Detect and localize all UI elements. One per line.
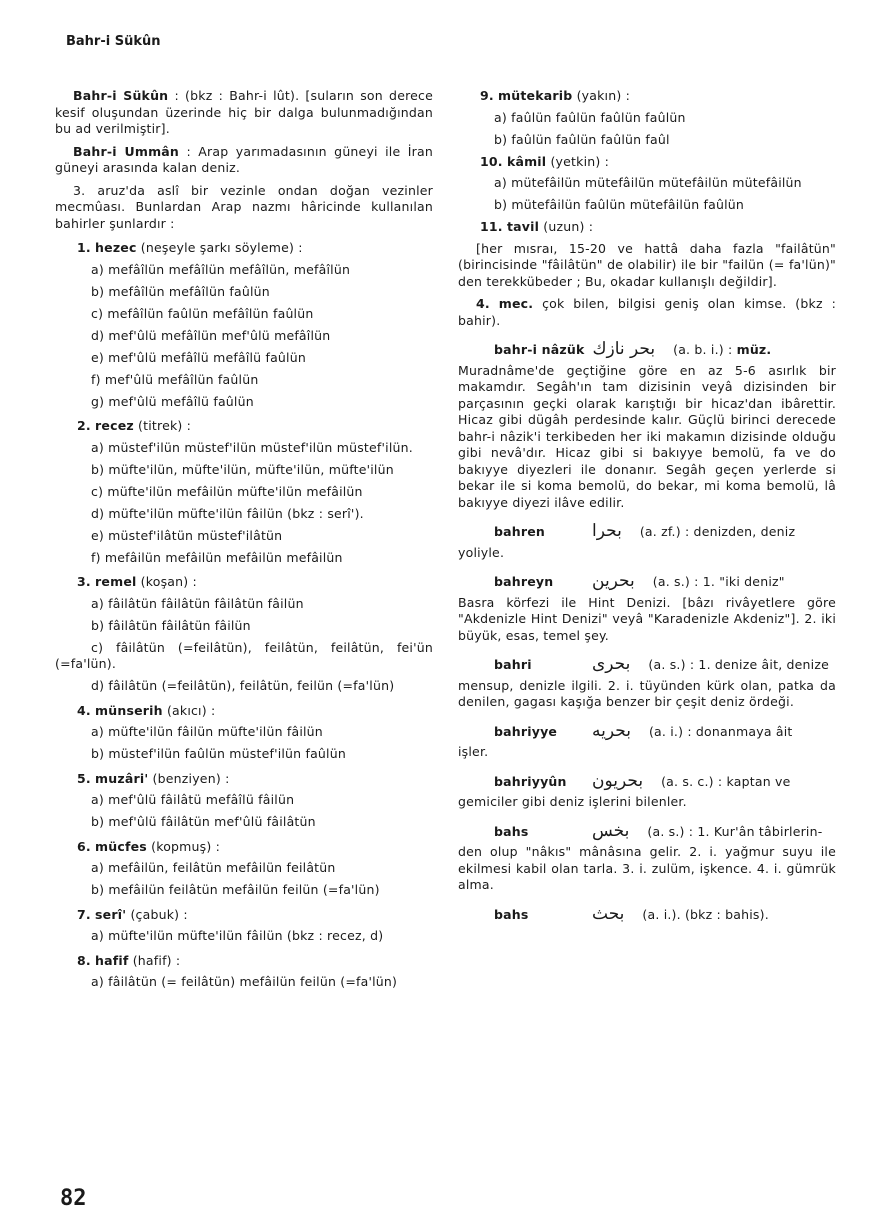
meter-list bbox=[55, 860, 433, 899]
entry-bahriyye bbox=[458, 720, 836, 741]
headword: bahren bbox=[494, 524, 546, 539]
meter-variant: a) müfte'ilün müfte'ilün fâilün (bkz : recez, d) bbox=[91, 928, 384, 943]
entry-bahreyn bbox=[458, 573, 836, 591]
definition-paragraph: 3. aruz'da aslî bir vezinle ondan doğan vezinler mecmûası. Bunlardan Arap nazmı hâricinde kullanılan bahirler şunlardır : bbox=[55, 182, 433, 231]
meter-variant: f) mefâilün mefâilün mefâilün mefâilün bbox=[91, 549, 343, 565]
meter-variant: a) müfte'ilün fâilün müfte'ilün fâilün bbox=[91, 724, 323, 739]
grammar-gloss: (a. s.) : 1. "iki deniz" bbox=[652, 574, 785, 589]
meter-list bbox=[55, 596, 433, 695]
meter-list bbox=[55, 440, 433, 567]
meter-variant: d) fâilâtün (=feilâtün), feilâtün, feilün (=fa'lün) bbox=[91, 678, 395, 693]
entry-bahs-2 bbox=[458, 903, 836, 924]
meter-variant: a) mefâilün, feilâtün mefâilün feilâtün bbox=[91, 860, 336, 875]
meter-list bbox=[55, 974, 433, 991]
meter-variant: a) mütefâilün mütefâilün mütefâilün mütefâilün bbox=[494, 175, 802, 190]
meter-heading: 5. muzâri' (benziyen) : bbox=[77, 770, 230, 786]
headword: Bahr-i Sükûn bbox=[73, 88, 169, 103]
headword: bahs bbox=[494, 906, 529, 922]
meter-heading: 4. münserih (akıcı) : bbox=[77, 702, 216, 718]
left-column bbox=[55, 88, 433, 996]
entry-bahri bbox=[458, 656, 836, 674]
meter-variant: d) mef'ûlü mefâîlün mef'ûlü mefâîlün bbox=[91, 327, 331, 343]
meter-variant: f) mef'ûlü mefâîlün faûlün bbox=[91, 371, 259, 387]
page-number: 82 bbox=[60, 1186, 87, 1211]
entry-bahren bbox=[458, 523, 836, 541]
meter-variant: b) müstef'ilün faûlün müstef'ilün faûlün bbox=[91, 746, 346, 761]
headword: bahriyyûn bbox=[494, 773, 567, 789]
grammar-gloss: (a. i.). (bkz : bahis). bbox=[642, 906, 769, 922]
running-header: Bahr-i Sükûn bbox=[66, 34, 161, 49]
headword: bahri bbox=[494, 657, 532, 672]
meter-heading: 3. remel (koşan) : bbox=[77, 574, 197, 589]
grammar-gloss: (a. b. i.) : müz. bbox=[673, 342, 772, 357]
definition: den olup "nâkıs" mânâsına gelir. 2. i. yağmur suyu ile ekilmesi kabil olan tarla. 3. i. zulüm, işkence. 4. i. gümrük alma. bbox=[458, 844, 836, 892]
meter-heading: 8. hafif (hafif) : bbox=[77, 952, 181, 968]
sense-4: 4. mec. çok bilen, bilgisi geniş olan kimse. (bkz : bahir). bbox=[458, 296, 836, 328]
meter-variant: b) fâilâtün fâilâtün fâilün bbox=[91, 617, 251, 633]
arabic-spelling: بحريه bbox=[592, 720, 631, 741]
meter-heading: 2. recez (titrek) : bbox=[77, 418, 192, 433]
grammar-gloss: (a. i.) : donanmaya âit bbox=[648, 723, 793, 739]
meter-variant: e) mef'ûlü mefâîlü mefâîlü faûlün bbox=[91, 349, 306, 365]
meter-variant: b) mef'ûlü fâilâtün mef'ûlü fâilâtün bbox=[91, 814, 316, 829]
grammar-gloss: (a. zf.) : denizden, deniz bbox=[639, 524, 796, 539]
meter-variant: b) mefâîlün mefâîlün faûlün bbox=[91, 283, 270, 299]
definition: : Arap yarımadasının güneyi ile İran güneyi arasında kalan deniz. bbox=[55, 143, 433, 175]
definition: Muradnâme'de geçtiğine göre en az 5-6 asırlık bir makamdır. Segâh'ın tam dizisinin veyâ dizisinden bir parçasının geçki olarak karıştığı bir hicaz'dan ibârettir. Hicaz gibi dügâh perdesinde kalır. Güçlü birinci derecede bahr-i nâzik'i terkibeden her iki makamın dizisinde olduğu gibi nevâ'dır. Hicaz gibi si bakıyye bemolü, fa ve do bakıyye diyezleri ile donanır. Segâh geçen yerlerde si bekar ile si koma bemolü, do bekar, mi koma bemolü, lâ bakıyye diyezi ilâve edilir. bbox=[458, 362, 836, 510]
meter-variant: d) müfte'ilün müfte'ilün fâilün (bkz : serî'). bbox=[91, 505, 364, 521]
arabic-spelling: بحرى bbox=[592, 654, 631, 674]
definition: yoliyle. bbox=[458, 544, 505, 560]
meter-variant: a) faûlün faûlün faûlün faûlün bbox=[494, 109, 686, 125]
meter-list bbox=[458, 175, 836, 214]
headword: bahr-i nâzük bbox=[494, 342, 585, 357]
right-column bbox=[458, 88, 836, 927]
entry-bahr-i-sukun bbox=[55, 88, 433, 138]
arabic-spelling: بحرا bbox=[592, 521, 622, 541]
arabic-spelling: بحث bbox=[592, 903, 625, 924]
meter-heading: 10. kâmil (yetkin) : bbox=[480, 153, 610, 169]
meter-variant: g) mef'ûlü mefâîlü faûlün bbox=[91, 393, 254, 409]
meter-variant: b) mütefâilün faûlün mütefâilün faûlün bbox=[494, 197, 744, 212]
meter-heading: 7. serî' (çabuk) : bbox=[77, 906, 188, 922]
headword: Bahr-i Ummân bbox=[73, 143, 180, 159]
definition: : (bkz : Bahr-i lût). [suların son derece kesif oluşundan üzerinde hiç bir dalga bulunmadığından bu ad verilmiştir]. bbox=[55, 88, 434, 136]
meter-heading: 6. mücfes (kopmuş) : bbox=[77, 838, 221, 854]
meter-variant: b) faûlün faûlün faûlün faûl bbox=[494, 131, 670, 147]
grammar-gloss: (a. s. c.) : kaptan ve bbox=[661, 773, 791, 789]
headword: bahs bbox=[494, 823, 529, 839]
meter-variant: a) mefâîlün mefâîlün mefâîlün, mefâîlün bbox=[91, 261, 351, 277]
meter-heading: 11. tavil (uzun) : bbox=[480, 219, 594, 234]
meter-variant: a) mef'ûlü fâilâtü mefâîlü fâilün bbox=[91, 792, 295, 807]
meter-variant: a) müstef'ilün müstef'ilün müstef'ilün müstef'ilün. bbox=[91, 439, 413, 455]
meter-variant: a) fâilâtün (= feilâtün) mefâilün feilün (=fa'lün) bbox=[91, 974, 398, 989]
meter-heading: 1. hezec (neşeyle şarkı söyleme) : bbox=[77, 240, 303, 255]
entry-bahs-1 bbox=[458, 820, 836, 841]
meter-list bbox=[55, 792, 433, 831]
meter-variant: c) mefâîlün faûlün mefâîlün faûlün bbox=[91, 305, 314, 321]
entry-bahr-i-umman bbox=[55, 144, 433, 177]
grammar-gloss: (a. s.) : 1. denize âit, denize bbox=[648, 657, 830, 672]
meter-list bbox=[55, 724, 433, 763]
entry-bahr-i-nazuk bbox=[458, 341, 836, 359]
arabic-spelling: بحرين bbox=[592, 571, 635, 591]
definition: gemiciler gibi deniz işlerini bilenler. bbox=[458, 794, 687, 809]
definition: mensup, denizle ilgili. 2. i. tüyünden kürk olan, patka da denilen, gagası kaşığa benzer bir çeşit deniz ördeği. bbox=[458, 677, 836, 709]
grammar-gloss: (a. s.) : 1. Kur'ân tâbirlerin- bbox=[647, 823, 823, 839]
headword: bahreyn bbox=[494, 574, 554, 589]
meter-variant: a) fâilâtün fâilâtün fâilâtün fâilün bbox=[91, 595, 304, 611]
entry-bahriyyun bbox=[458, 770, 836, 791]
meter-variant: c) müfte'ilün mefâilün müfte'ilün mefâilün bbox=[91, 483, 363, 499]
meter-list bbox=[458, 110, 836, 149]
meter-list bbox=[55, 262, 433, 411]
headword: bahriyye bbox=[494, 723, 558, 739]
arabic-spelling: بخس bbox=[592, 820, 630, 841]
meter-variant: b) mefâilün feilâtün mefâilün feilün (=fa'lün) bbox=[91, 882, 380, 897]
meter-variant: c) fâilâtün (=feilâtün), feilâtün, feilâtün, fei'ün (=fa'lün). bbox=[55, 639, 433, 671]
meter-note: [her mısraı, 15-20 ve hattâ daha fazla "failâtün" (birincisinde "fâilâtün" de olabilir) ile bir "failün (= fa'lün)" den terekkübeder ; Bu, okadar kullanışlı değildir]. bbox=[458, 240, 836, 289]
definition: işler. bbox=[458, 744, 489, 759]
definition: Basra körfezi ile Hint Denizi. [bâzı rivâyetlere göre "Akdenizle Hint Denizi" veyâ "Karadenizle Akdeniz"]. 2. iki büyük, esas, temel şey. bbox=[458, 594, 836, 643]
meter-list bbox=[55, 928, 433, 945]
arabic-spelling: بحريون bbox=[592, 770, 644, 791]
meter-variant: e) müstef'ilâtün müstef'ilâtün bbox=[91, 527, 283, 543]
meter-variant: b) müfte'ilün, müfte'ilün, müfte'ilün, müfte'ilün bbox=[91, 461, 394, 477]
arabic-spelling: بحر نازك bbox=[592, 339, 656, 359]
meter-heading: 9. mütekarib (yakın) : bbox=[480, 88, 630, 103]
